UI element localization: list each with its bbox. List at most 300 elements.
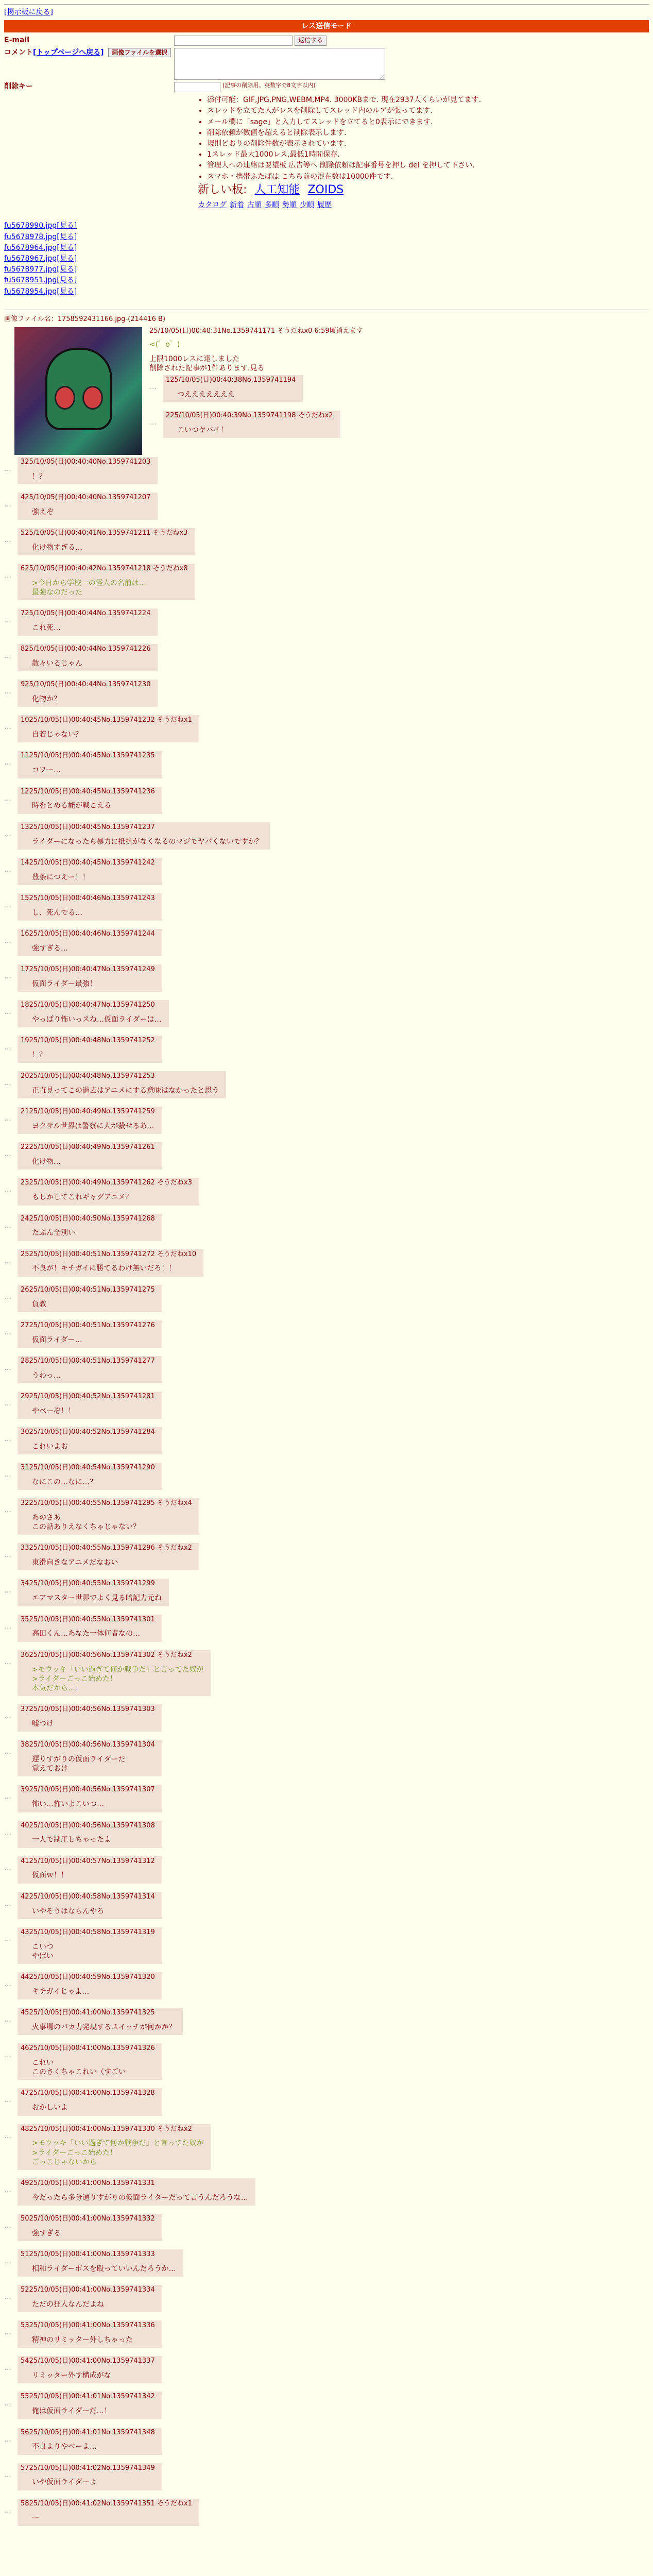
reply-header[interactable]: 2325/10/05(日)00:40:49No.1359741262 そうだねx3 bbox=[21, 1179, 192, 1187]
reply-row bbox=[4, 680, 649, 707]
reply-row bbox=[4, 1214, 649, 1241]
reply-header[interactable]: 4925/10/05(日)00:41:00No.1359741331 bbox=[21, 2179, 155, 2187]
reply-gutter-mark: … bbox=[4, 1586, 11, 1595]
reply-gutter-mark: … bbox=[4, 972, 11, 980]
reply-post bbox=[18, 929, 162, 956]
reply-post bbox=[18, 493, 158, 520]
reply-body: 仮面ライダー… bbox=[32, 1335, 82, 1344]
reply-row bbox=[4, 1892, 649, 1919]
reply-gutter-mark: … bbox=[4, 2435, 11, 2444]
reply-row bbox=[4, 457, 649, 484]
reply-post bbox=[18, 1071, 226, 1098]
reply-header[interactable]: 1425/10/05(日)00:40:45No.1359741242 bbox=[21, 858, 155, 867]
reply-post bbox=[18, 858, 162, 885]
reply-mode-bar: レス送信モード bbox=[4, 20, 649, 32]
reply-gutter-mark: … bbox=[4, 758, 11, 767]
reply-body: こいつ やばい bbox=[32, 1942, 54, 1960]
reply-header[interactable]: 3225/10/05(日)00:40:55No.1359741295 そうだねx4 bbox=[21, 1499, 192, 1507]
submit-button[interactable]: 返信する bbox=[295, 36, 326, 46]
reply-header[interactable]: 1925/10/05(日)00:40:48No.1359741252 bbox=[21, 1037, 155, 1045]
reply-header[interactable]: 4325/10/05(日)00:40:58No.1359741319 bbox=[21, 1928, 155, 1936]
op-body-line: 削除された記事が1件あります.見る bbox=[149, 364, 265, 372]
return-to-board-link[interactable]: [掲示板に戻る] bbox=[4, 8, 53, 16]
reply-header[interactable]: 4425/10/05(日)00:40:59No.1359741320 bbox=[21, 1973, 155, 1981]
reply-gutter-mark: … bbox=[4, 1863, 11, 1872]
reply-gutter-mark: … bbox=[4, 1399, 11, 1408]
reply-post bbox=[18, 2356, 162, 2383]
reply-post bbox=[18, 964, 162, 992]
reply-row bbox=[4, 564, 649, 600]
reply-body: たぶん全別い bbox=[32, 1229, 75, 1238]
reply-post bbox=[18, 1000, 169, 1027]
reply-row bbox=[4, 1615, 649, 1642]
reply-row bbox=[4, 1704, 649, 1732]
posting-note: • 添付可能：GIF,JPG,PNG,WEBM,MP4. 3000KBまで. 現在2937人くらいが見てます. bbox=[207, 95, 651, 105]
reply-body: ー bbox=[32, 2514, 39, 2522]
reply-header[interactable]: 1225/10/05(日)00:40:45No.1359741236 bbox=[21, 787, 155, 795]
reply-post bbox=[18, 751, 162, 778]
op-image[interactable] bbox=[14, 327, 142, 455]
reply-gutter-mark: … bbox=[4, 1257, 11, 1265]
reply-row bbox=[4, 2285, 649, 2312]
reply-header[interactable]: 3525/10/05(日)00:40:55No.1359741301 bbox=[21, 1615, 155, 1623]
reply-post bbox=[18, 1785, 162, 1812]
reply-row bbox=[4, 1178, 649, 1205]
reply-row bbox=[4, 1972, 649, 1999]
recent-upload-link[interactable]: fu5678967.jpg[見る] bbox=[4, 255, 77, 263]
reply-post bbox=[18, 608, 158, 636]
reply-post bbox=[18, 1972, 162, 1999]
reply-body: >今日から学校一の怪人の名前は… 最強なのだった bbox=[32, 579, 146, 597]
reply-post bbox=[18, 564, 195, 600]
reply-header[interactable]: 4825/10/05(日)00:41:00No.1359741330 そうだねx2 bbox=[21, 2125, 192, 2133]
reply-body: 遅りすがりの仮面ライダーだ 覚えておけ bbox=[32, 1755, 126, 1773]
reply-header[interactable]: 1825/10/05(日)00:40:47No.1359741250 bbox=[21, 1001, 155, 1009]
reply-row bbox=[4, 1856, 649, 1884]
reply-body: >モウッキ「いい過ぎて何か戦争だ」と言ってた奴が >ライダーごっこ始めた！ ごっこじゃないから bbox=[32, 2139, 204, 2166]
comment-label: コメント bbox=[4, 48, 33, 57]
reply-post bbox=[18, 2285, 162, 2312]
catalog-link[interactable]: 多順 bbox=[265, 201, 279, 210]
reply-header[interactable]: 5225/10/05(日)00:41:00No.1359741334 bbox=[21, 2286, 155, 2294]
reply-post bbox=[18, 1427, 162, 1454]
reply-row bbox=[4, 1249, 649, 1277]
reply-gutter-mark: … bbox=[4, 901, 11, 909]
reply-header[interactable]: 1125/10/05(日)00:40:45No.1359741235 bbox=[21, 752, 155, 760]
posting-note: • 管理人への連絡は要望板 広告等へ 削除依頼は記事番号を押し del を押して下さい. bbox=[207, 161, 651, 170]
reply-post bbox=[163, 375, 303, 402]
reply-row bbox=[4, 2499, 649, 2526]
reply-row bbox=[4, 1392, 649, 1419]
reply-header[interactable]: 2525/10/05(日)00:40:51No.1359741272 そうだねx10 bbox=[21, 1250, 197, 1258]
op-image-info: 画像ファイル名：1758592431166.jpg-(214416 B) bbox=[4, 315, 166, 323]
reply-gutter-mark: … bbox=[4, 1712, 11, 1721]
reply-body: これ死… bbox=[32, 624, 61, 633]
reply-gutter-mark: … bbox=[149, 383, 157, 392]
reply-post bbox=[18, 2124, 211, 2170]
reply-body: >モウッキ「いい過ぎて何か戦争だ」と言ってた奴が >ライダーごっこ始めた！ 本気だから…！ bbox=[32, 1665, 204, 1692]
reply-gutter-mark: … bbox=[4, 2364, 11, 2372]
reply-body: 不良よりやべーよ… bbox=[32, 2443, 97, 2451]
reply-row bbox=[4, 964, 649, 992]
reply-header[interactable]: 1325/10/05(日)00:40:45No.1359741237 bbox=[21, 823, 155, 831]
reply-post bbox=[18, 1107, 162, 1134]
reply-row bbox=[4, 1427, 649, 1454]
reply-row bbox=[4, 1498, 649, 1535]
catalog-link[interactable]: カタログ bbox=[198, 201, 227, 210]
catalog-link[interactable]: 少順 bbox=[300, 201, 314, 210]
reply-body: 正直見ってこの過去はアニメにする意味はなかったと思う bbox=[32, 1087, 219, 1095]
reply-post bbox=[18, 2392, 162, 2419]
reply-post bbox=[18, 1927, 162, 1964]
reply-header[interactable]: 5625/10/05(日)00:41:01No.1359741348 bbox=[21, 2428, 155, 2436]
recent-upload-link[interactable]: fu5678978.jpg[見る] bbox=[4, 232, 77, 241]
top-divider bbox=[4, 4, 649, 5]
reply-header[interactable]: 2925/10/05(日)00:40:52No.1359741281 bbox=[21, 1392, 155, 1400]
reply-body: 豊条につえー！！ bbox=[32, 873, 90, 882]
op-header: 25/10/05(日)00:40:31No.1359741171 そうだねx0 6:59頃消えます bbox=[149, 327, 363, 335]
reply-gutter-mark: … bbox=[4, 1150, 11, 1159]
reply-body: 今だったら多分通りすがりの仮面ライダーだって言うんだろうな… bbox=[32, 2193, 248, 2202]
reply-gutter-mark: … bbox=[4, 2506, 11, 2515]
catalog-link[interactable]: 履歴 bbox=[317, 201, 332, 210]
reply-row bbox=[4, 1356, 649, 1383]
reply-gutter-mark: … bbox=[4, 2399, 11, 2408]
reply-body: やべーぞ！！ bbox=[32, 1406, 75, 1415]
reply-gutter-mark: … bbox=[4, 616, 11, 625]
reply-body: 高田くん…あなた一体何者なの… bbox=[32, 1630, 140, 1638]
reply-body: 散々いるじゃん bbox=[32, 659, 82, 668]
reply-row bbox=[4, 715, 649, 742]
reply-post bbox=[18, 1856, 162, 1884]
reply-header[interactable]: 425/10/05(日)00:40:40No.1359741207 bbox=[21, 493, 151, 501]
delete-key-note: (記事の削除用。英数字で8文字以内) bbox=[222, 82, 316, 89]
reply-row bbox=[4, 2463, 649, 2490]
posting-note: • メール欄に「sage」と入力してスレッドを立てると0表示にできます. bbox=[207, 117, 651, 127]
reply-row bbox=[4, 2249, 649, 2277]
reply-gutter-mark: … bbox=[4, 1221, 11, 1230]
reply-post bbox=[18, 528, 195, 555]
reply-body: 火事場のバカ力発現するスイッチが何かか？ bbox=[32, 2023, 176, 2031]
reply-gutter-mark: … bbox=[4, 2222, 11, 2230]
reply-header[interactable]: 2425/10/05(日)00:40:50No.1359741268 bbox=[21, 1214, 155, 1223]
reply-post bbox=[18, 1142, 162, 1170]
reply-header[interactable]: 1525/10/05(日)00:40:46No.1359741243 bbox=[21, 894, 155, 902]
reply-post bbox=[18, 1650, 211, 1696]
reply-gutter-mark: … bbox=[4, 571, 11, 580]
catalog-link[interactable]: 勢順 bbox=[282, 201, 297, 210]
reply-gutter-mark: … bbox=[4, 723, 11, 732]
reply-row bbox=[4, 2178, 649, 2206]
reply-body: ライダーになったら暴力に抵抗がなくなるのマジでヤバくないですか？ bbox=[32, 837, 263, 846]
reply-gutter-mark: … bbox=[4, 2470, 11, 2479]
email-label: E-mail bbox=[4, 36, 30, 45]
delete-key-field[interactable] bbox=[174, 82, 220, 92]
reply-gutter-mark: … bbox=[4, 1008, 11, 1016]
reply-header[interactable]: 1625/10/05(日)00:40:46No.1359741244 bbox=[21, 929, 155, 938]
reply-row bbox=[4, 1320, 649, 1348]
reply-list bbox=[4, 457, 649, 2526]
reply-gutter-mark: … bbox=[4, 1292, 11, 1301]
reply-post bbox=[18, 715, 199, 742]
recent-upload-link[interactable]: fu5678951.jpg[見る] bbox=[4, 276, 77, 285]
reply-body: 負教 bbox=[32, 1300, 46, 1309]
reply-row bbox=[4, 751, 649, 778]
reply-post bbox=[18, 2008, 183, 2035]
reply-post bbox=[18, 2499, 199, 2526]
reply-post bbox=[18, 1892, 162, 1919]
reply-row bbox=[4, 493, 649, 520]
reply-post bbox=[18, 1740, 162, 1776]
recent-upload-link[interactable]: fu5678964.jpg[見る] bbox=[4, 243, 77, 252]
reply-header[interactable]: 925/10/05(日)00:40:44No.1359741230 bbox=[21, 681, 151, 689]
reply-gutter-mark: … bbox=[4, 1434, 11, 1443]
reply-header[interactable]: 2725/10/05(日)00:40:51No.1359741276 bbox=[21, 1321, 155, 1329]
posting-note: • 1スレッド最大1000レス,最低1時間保存. bbox=[207, 150, 651, 159]
reply-gutter-mark: … bbox=[4, 1079, 11, 1088]
reply-post bbox=[18, 457, 158, 484]
reply-post bbox=[18, 1214, 162, 1241]
reply-header[interactable]: 525/10/05(日)00:40:41No.1359741211 そうだねx3 bbox=[21, 529, 188, 537]
reply-gutter-mark: … bbox=[4, 2185, 11, 2194]
recent-upload-link[interactable]: fu5678990.jpg[見る] bbox=[4, 222, 77, 230]
reply-gutter-mark: … bbox=[4, 2257, 11, 2266]
reply-header[interactable]: 4225/10/05(日)00:40:58No.1359741314 bbox=[21, 1892, 155, 1901]
new-board-link[interactable]: ZOIDS bbox=[307, 183, 344, 196]
reply-header[interactable]: 3025/10/05(日)00:40:52No.1359741284 bbox=[21, 1428, 155, 1436]
reply-row bbox=[4, 528, 649, 555]
reply-gutter-mark: … bbox=[4, 1935, 11, 1943]
reply-row bbox=[4, 608, 649, 636]
reply-header[interactable]: 225/10/05(日)00:40:39No.1359741198 そうだねx2 bbox=[166, 412, 333, 420]
reply-post bbox=[18, 2428, 162, 2455]
reply-body: いやそうはならんやろ bbox=[32, 1907, 104, 1916]
reply-header[interactable]: 2225/10/05(日)00:40:49No.1359741261 bbox=[21, 1143, 155, 1151]
reply-body: これいよお bbox=[32, 1442, 68, 1451]
reply-row bbox=[149, 411, 649, 438]
reply-body: 化物か？ bbox=[32, 695, 61, 704]
reply-row bbox=[4, 858, 649, 885]
reply-row bbox=[4, 1036, 649, 1063]
reply-header[interactable]: 5025/10/05(日)00:41:00No.1359741332 bbox=[21, 2215, 155, 2223]
reply-body: し、死んでる… bbox=[32, 908, 82, 917]
helmet-illustration bbox=[45, 348, 112, 430]
reply-header[interactable]: 5425/10/05(日)00:41:00No.1359741337 bbox=[21, 2357, 155, 2365]
reply-header[interactable]: 4025/10/05(日)00:40:56No.1359741308 bbox=[21, 1821, 155, 1829]
reply-body: これい このさくちゃこれい（すごい bbox=[32, 2059, 126, 2077]
reply-row bbox=[4, 893, 649, 921]
reply-row bbox=[4, 2392, 649, 2419]
reply-gutter-mark: … bbox=[4, 936, 11, 945]
eye-shape bbox=[55, 386, 75, 410]
reply-header[interactable]: 3825/10/05(日)00:40:56No.1359741304 bbox=[21, 1741, 155, 1749]
reply-body: おかしいよ bbox=[32, 2104, 68, 2112]
reply-gutter-mark: … bbox=[4, 1114, 11, 1123]
reply-gutter-mark: … bbox=[4, 1657, 11, 1666]
reply-gutter-mark: … bbox=[4, 2328, 11, 2337]
reply-body: リミッター外す構成がな bbox=[32, 2371, 111, 2380]
reply-post bbox=[18, 644, 158, 671]
reply-body: やっぱり怖いっスね…仮面ライダーは… bbox=[32, 1015, 162, 1024]
reply-row bbox=[4, 1107, 649, 1134]
reply-post bbox=[18, 1498, 199, 1535]
reply-header[interactable]: 725/10/05(日)00:40:44No.1359741224 bbox=[21, 609, 151, 618]
reply-body: ！？ bbox=[32, 1051, 46, 1059]
reply-post bbox=[18, 2178, 255, 2206]
reply-row bbox=[4, 1927, 649, 1964]
reply-gutter-mark: … bbox=[4, 2131, 11, 2140]
reply-body: うわっ… bbox=[32, 1371, 61, 1380]
reply-header[interactable]: 5725/10/05(日)00:41:02No.1359741349 bbox=[21, 2464, 155, 2472]
reply-post bbox=[18, 1249, 203, 1277]
reply-row bbox=[4, 2008, 649, 2035]
reply-gutter-mark: … bbox=[4, 2051, 11, 2060]
reply-body: 化け物すぎる… bbox=[32, 543, 82, 552]
reply-header[interactable]: 2625/10/05(日)00:40:51No.1359741275 bbox=[21, 1285, 155, 1294]
reply-row bbox=[4, 2356, 649, 2383]
reply-gutter-mark: … bbox=[4, 865, 11, 874]
reply-body: ヨクサル世界は警察に人が殺せるあ… bbox=[32, 1122, 154, 1131]
reply-body: 東滑向きなアニメだなおい bbox=[32, 1558, 118, 1567]
reply-gutter-mark: … bbox=[4, 464, 11, 473]
reply-row bbox=[4, 2214, 649, 2241]
reply-header[interactable]: 5125/10/05(日)00:41:00No.1359741333 bbox=[21, 2250, 155, 2259]
reply-post bbox=[18, 2088, 162, 2115]
reply-row bbox=[4, 1740, 649, 1776]
reply-gutter-mark: … bbox=[4, 1551, 11, 1560]
reply-gutter-mark: … bbox=[4, 1506, 11, 1515]
reply-gutter-mark: … bbox=[4, 1622, 11, 1631]
reply-post bbox=[18, 2463, 162, 2490]
reply-header[interactable]: 3425/10/05(日)00:40:55No.1359741299 bbox=[21, 1580, 155, 1588]
recent-uploads bbox=[4, 221, 649, 296]
reply-header[interactable]: 325/10/05(日)00:40:40No.1359741203 bbox=[21, 457, 151, 466]
reply-header[interactable]: 625/10/05(日)00:40:42No.1359741218 そうだねx8 bbox=[21, 564, 188, 572]
comment-field[interactable] bbox=[174, 48, 385, 80]
reply-gutter-mark: … bbox=[4, 687, 11, 696]
reply-body: エアマスター世界でよく見る暗記力元ね bbox=[32, 1594, 162, 1603]
reply-header[interactable]: 3725/10/05(日)00:40:56No.1359741303 bbox=[21, 1705, 155, 1714]
reply-header[interactable]: 4725/10/05(日)00:41:00No.1359741328 bbox=[21, 2089, 155, 2097]
reply-gutter-mark: … bbox=[4, 1828, 11, 1837]
op-body-line: <(゜o゜) bbox=[149, 340, 180, 349]
reply-row bbox=[4, 1071, 649, 1098]
reply-gutter-mark: … bbox=[4, 1328, 11, 1336]
reply-body: もしかしてこれギャグアニメ？ bbox=[32, 1193, 133, 1202]
reply-body: あのさあ この話ありえなくちゃじゃない？ bbox=[32, 1514, 140, 1532]
op-body-line: 上限1000レスに達しました bbox=[149, 354, 240, 363]
reply-header[interactable]: 125/10/05(日)00:40:38No.1359741194 bbox=[166, 376, 296, 384]
reply-row bbox=[4, 2428, 649, 2455]
reply-post bbox=[18, 1463, 162, 1490]
new-board-link[interactable]: 人工知能 bbox=[254, 183, 300, 196]
email-field[interactable] bbox=[174, 36, 293, 46]
reply-post bbox=[18, 1543, 199, 1570]
reply-row bbox=[4, 1000, 649, 1027]
reply-row bbox=[4, 1463, 649, 1490]
reply-gutter-mark: … bbox=[4, 1185, 11, 1194]
reply-post bbox=[18, 2214, 162, 2241]
recent-upload-link[interactable]: fu5678954.jpg[見る] bbox=[4, 287, 77, 296]
reply-row bbox=[4, 1142, 649, 1170]
reply-body: 仮面ライダー最強！ bbox=[32, 979, 97, 988]
reply-gutter-mark: … bbox=[4, 1748, 11, 1756]
reply-body: 不良が！キチガイに勝てるわけ無いだろ！！ bbox=[32, 1264, 176, 1273]
reply-post bbox=[18, 1704, 162, 1732]
reply-header[interactable]: 3925/10/05(日)00:40:56No.1359741307 bbox=[21, 1786, 155, 1794]
reply-gutter-mark: … bbox=[4, 2015, 11, 2024]
reply-post bbox=[18, 2320, 162, 2348]
eye-shape bbox=[82, 386, 103, 410]
reply-gutter-mark: … bbox=[4, 1899, 11, 1908]
reply-header[interactable]: 1025/10/05(日)00:40:45No.1359741232 そうだねx1 bbox=[21, 716, 192, 724]
reply-header[interactable]: 5525/10/05(日)00:41:01No.1359741342 bbox=[21, 2393, 155, 2401]
reply-body: 一人で制圧しちゃったよ bbox=[32, 1836, 111, 1844]
reply-body: なにこの…なに…？ bbox=[32, 1478, 97, 1486]
reply-body: いや仮面ライダーよ bbox=[32, 2478, 97, 2487]
reply-post bbox=[18, 1320, 162, 1348]
recent-upload-link[interactable]: fu5678977.jpg[見る] bbox=[4, 265, 77, 274]
new-boards-label: 新しい板: bbox=[198, 183, 247, 196]
reply-gutter-mark: … bbox=[4, 2096, 11, 2105]
reply-body: 強えぞ bbox=[32, 507, 54, 516]
posting-note: • 削除依頼が数値を超えると削除表示します. bbox=[207, 128, 651, 138]
reply-body: つえええええええ bbox=[177, 391, 235, 399]
reply-post bbox=[18, 893, 162, 921]
reply-row bbox=[4, 2088, 649, 2115]
reply-header[interactable]: 2025/10/05(日)00:40:48No.1359741253 bbox=[21, 1072, 155, 1080]
reply-header[interactable]: 3125/10/05(日)00:40:54No.1359741290 bbox=[21, 1464, 155, 1472]
catalog-link[interactable]: 新着 bbox=[230, 201, 244, 210]
reply-post bbox=[18, 1615, 162, 1642]
reply-gutter-mark: … bbox=[4, 1363, 11, 1372]
reply-header[interactable]: 4525/10/05(日)00:41:00No.1359741325 bbox=[21, 2009, 155, 2017]
reply-body: 化け物… bbox=[32, 1158, 61, 1166]
reply-gutter-mark: … bbox=[4, 500, 11, 509]
file-select-button[interactable]: 画像ファイルを選択 bbox=[108, 48, 171, 57]
reply-header[interactable]: 3325/10/05(日)00:40:55No.1359741296 そうだねx2 bbox=[21, 1544, 192, 1552]
reply-header[interactable]: 3625/10/05(日)00:40:56No.1359741302 そうだねx2 bbox=[21, 1651, 192, 1659]
reply-post bbox=[163, 411, 340, 438]
reply-header[interactable]: 4125/10/05(日)00:40:57No.1359741312 bbox=[21, 1857, 155, 1865]
reply-gutter-mark: … bbox=[4, 652, 11, 660]
reply-header[interactable]: 1725/10/05(日)00:40:47No.1359741249 bbox=[21, 965, 155, 973]
reply-body: ただの狂人なんだよね bbox=[32, 2300, 104, 2309]
reply-post bbox=[18, 680, 158, 707]
reply-header[interactable]: 2125/10/05(日)00:40:49No.1359741259 bbox=[21, 1108, 155, 1116]
catalog-link[interactable]: 古順 bbox=[247, 201, 262, 210]
reply-row bbox=[4, 929, 649, 956]
reply-row bbox=[4, 822, 649, 850]
reply-header[interactable]: 2825/10/05(日)00:40:51No.1359741277 bbox=[21, 1357, 155, 1365]
reply-gutter-mark: … bbox=[4, 1980, 11, 1988]
reply-header[interactable]: 5825/10/05(日)00:41:02No.1359741351 そうだねx1 bbox=[21, 2499, 192, 2507]
reply-header[interactable]: 825/10/05(日)00:40:44No.1359741226 bbox=[21, 645, 151, 653]
reply-post bbox=[18, 1821, 162, 1848]
reply-gutter-mark: … bbox=[4, 535, 11, 544]
top-page-link[interactable]: [トップページへ戻る] bbox=[33, 48, 104, 57]
reply-post bbox=[18, 1036, 162, 1063]
reply-body: 強すぎる… bbox=[32, 944, 68, 953]
reply-row bbox=[4, 1785, 649, 1812]
reply-header[interactable]: 4625/10/05(日)00:41:00No.1359741326 bbox=[21, 2044, 155, 2053]
reply-post bbox=[18, 787, 162, 814]
reply-post bbox=[18, 2249, 183, 2277]
reply-row bbox=[4, 1285, 649, 1312]
reply-header[interactable]: 5325/10/05(日)00:41:00No.1359741336 bbox=[21, 2321, 155, 2330]
reply-body: コワー… bbox=[32, 766, 61, 775]
delete-key-label: 削除キー bbox=[4, 82, 33, 91]
